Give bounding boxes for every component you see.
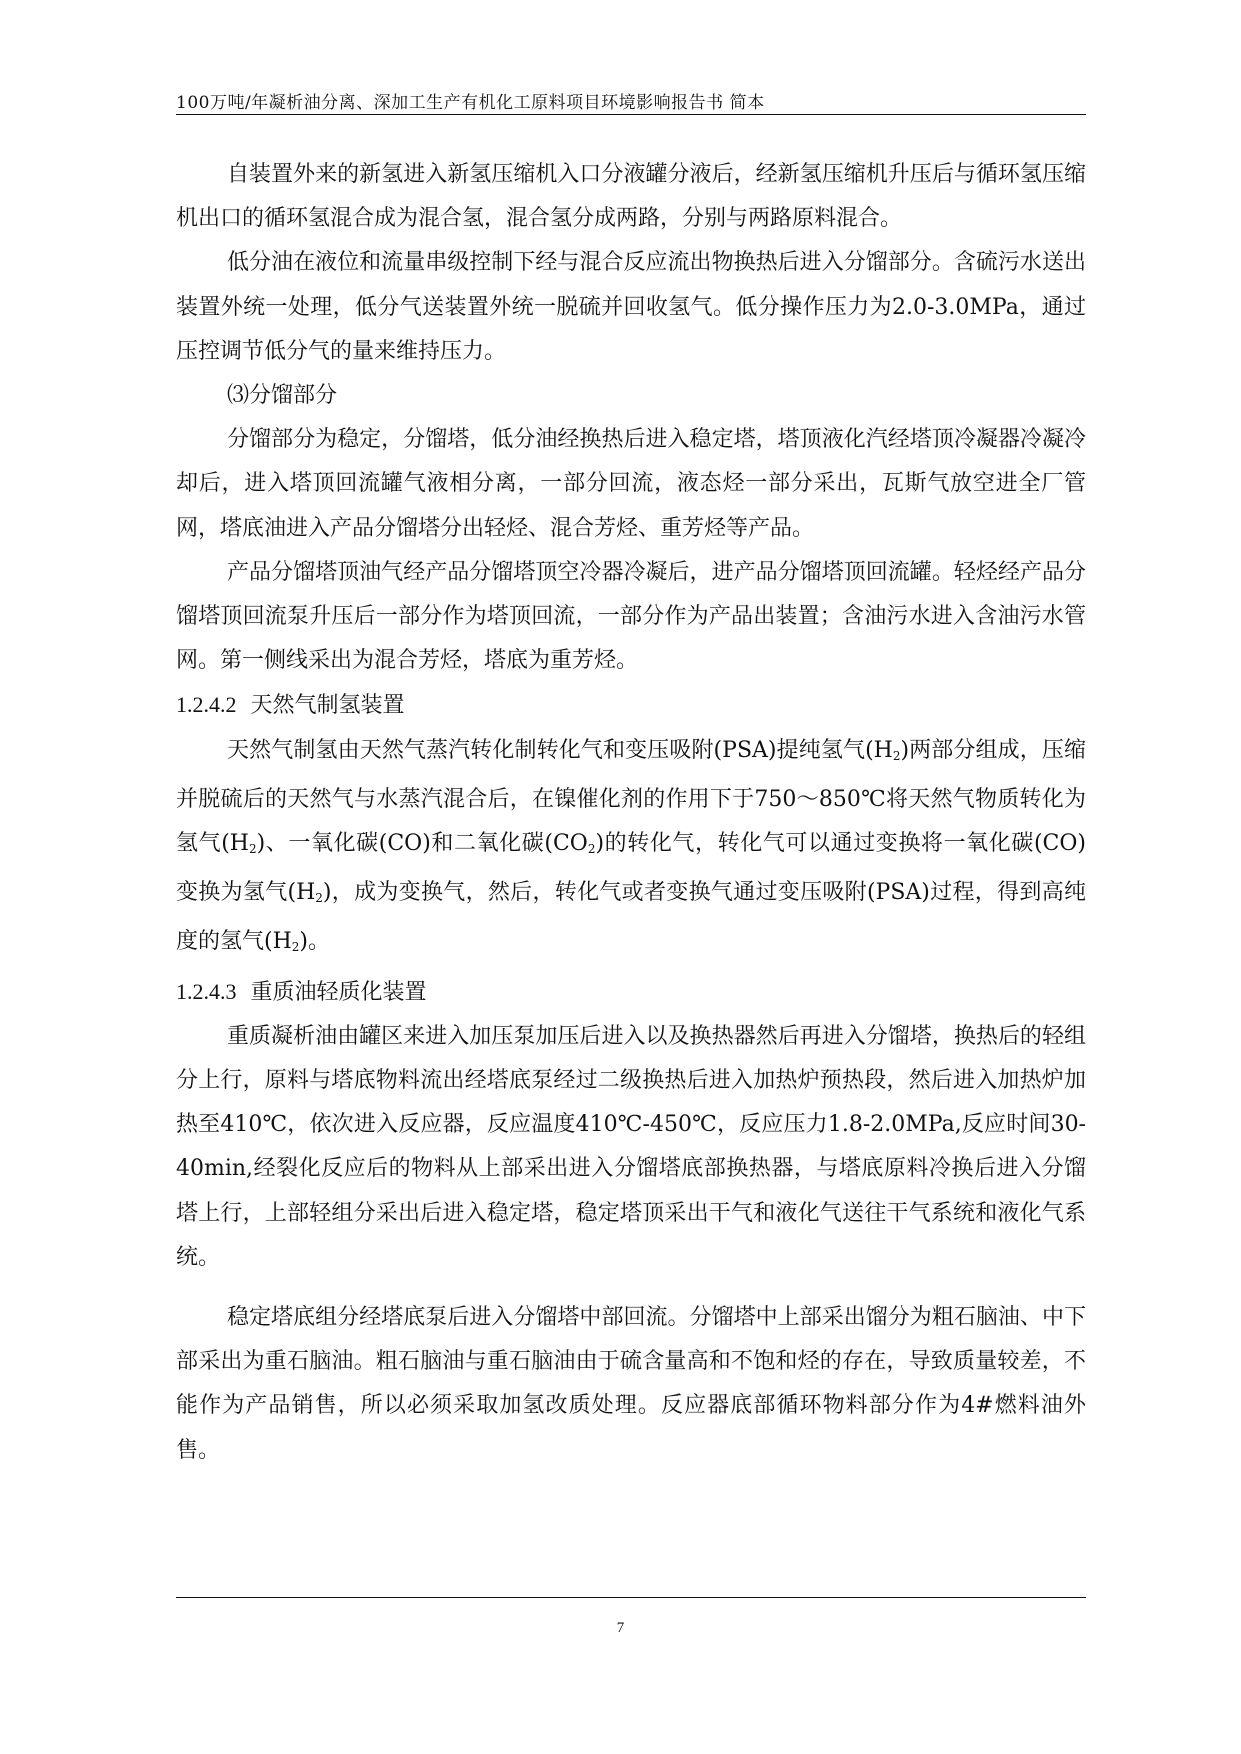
footer-rule: [176, 1597, 1086, 1598]
section-number: 1.2.4.3: [176, 978, 237, 1004]
section-title: 天然气制氢装置: [250, 693, 405, 719]
paragraph-heavy-oil: 重质凝析油由罐区来进入加压泵加压后进入以及换热器然后再进入分馏塔，换热后的轻组分上行，原料与塔底物料流出经塔底泵经过二级换热后进入加热炉预热段，然后进入加热炉加热至410℃，依次进入反应器，反应温度410℃-450℃，反应压力1.8-2.0MPa,反应时间30-40min,经裂化反应后的物料从上部采出进入分馏塔底部换热器，与塔底原料冷换后进入分馏塔上行，上部轻组分采出后进入稳定塔，稳定塔顶采出干气和液化气送往干气系统和液化气系统。: [176, 1023, 1086, 1270]
paragraph-fractionation: 分馏部分为稳定，分馏塔，低分油经换热后进入稳定塔，塔顶液化汽经塔顶冷凝器冷凝冷却后，进入塔顶回流罐气液相分离，一部分回流，液态烃一部分采出，瓦斯气放空进全厂管网，塔底油进入产品分馏塔分出轻烃、混合芳烃、重芳烃等产品。: [176, 427, 1086, 541]
section-heading-1-2-4-2: [176, 683, 1086, 728]
paragraph-new-hydrogen: 自装置外来的新氢进入新氢压缩机入口分液罐分液后，经新氢压缩机升压后与循环氢压缩机出口的循环氢混合成为混合氢，混合氢分成两路，分别与两路原料混合。: [176, 162, 1086, 232]
section-heading-1-2-4-3: [176, 970, 1086, 1015]
header-rule: [176, 114, 1086, 115]
paragraph-hydrogen-production: 天然气制氢由天然气蒸汽转化制转化气和变压吸附(PSA)提纯氢气$(H_2)$两部分组成，压缩并脱硫后的天然气与水蒸汽混合后，在镍催化剂的作用下于750～850℃将天然气物质转化为氢气$(H_2)$、一氧化碳(CO)和二氧化碳$(CO_2)$的转化气，转化气可以通过变换将一氧化碳(CO)变换为氢气$(H_2)$，成为变换气，然后，转化气或者变换气通过变压吸附(PSA)过程，得到高纯度的氢气$(H_2)$。: [176, 737, 1086, 955]
paragraph-low-pressure-oil: 低分油在液位和流量串级控制下经与混合反应流出物换热后进入分馏部分。含硫污水送出装置外统一处理，低分气送装置外统一脱硫并回收氢气。低分操作压力为2.0-3.0MPa，通过压控调节低分气的量来维持压力。: [176, 250, 1086, 364]
subsection-heading-fractionation: ⑶分馏部分: [227, 383, 338, 409]
page-number: 7: [616, 1620, 625, 1636]
subscript: 2: [315, 891, 323, 906]
subscript: 2: [587, 842, 596, 857]
section-number: 1.2.4.2: [176, 692, 237, 718]
body-text: [176, 153, 1086, 1473]
paragraph-product-fractionator: 产品分馏塔顶油气经产品分馏塔顶空冷器冷凝后，进产品分馏塔顶回流罐。轻烃经产品分馏塔顶回流泵升压后一部分作为塔顶回流，一部分作为产品出装置；含油污水进入含油污水管网。第一侧线采出为混合芳烃，塔底为重芳烃。: [176, 559, 1086, 674]
paragraph-stabilizer-bottom: 稳定塔底组分经塔底泵后进入分馏塔中部回流。分馏塔中上部采出馏分为粗石脑油、中下部采出为重石脑油。粗石脑油与重石脑油由于硫含量高和不饱和烃的存在，导致质量较差，不能作为产品销售，所以必须采取加氢改质处理。反应器底部循环物料部分作为4#燃料油外售。: [176, 1305, 1086, 1463]
running-header: 100万吨/年凝析油分离、深加工生产有机化工原料项目环境影响报告书 简本: [176, 93, 765, 113]
subscript: 2: [248, 842, 257, 857]
subscript: 2: [892, 748, 901, 763]
section-title: 重质油轻质化装置: [250, 979, 427, 1005]
subscript: 2: [291, 940, 300, 955]
